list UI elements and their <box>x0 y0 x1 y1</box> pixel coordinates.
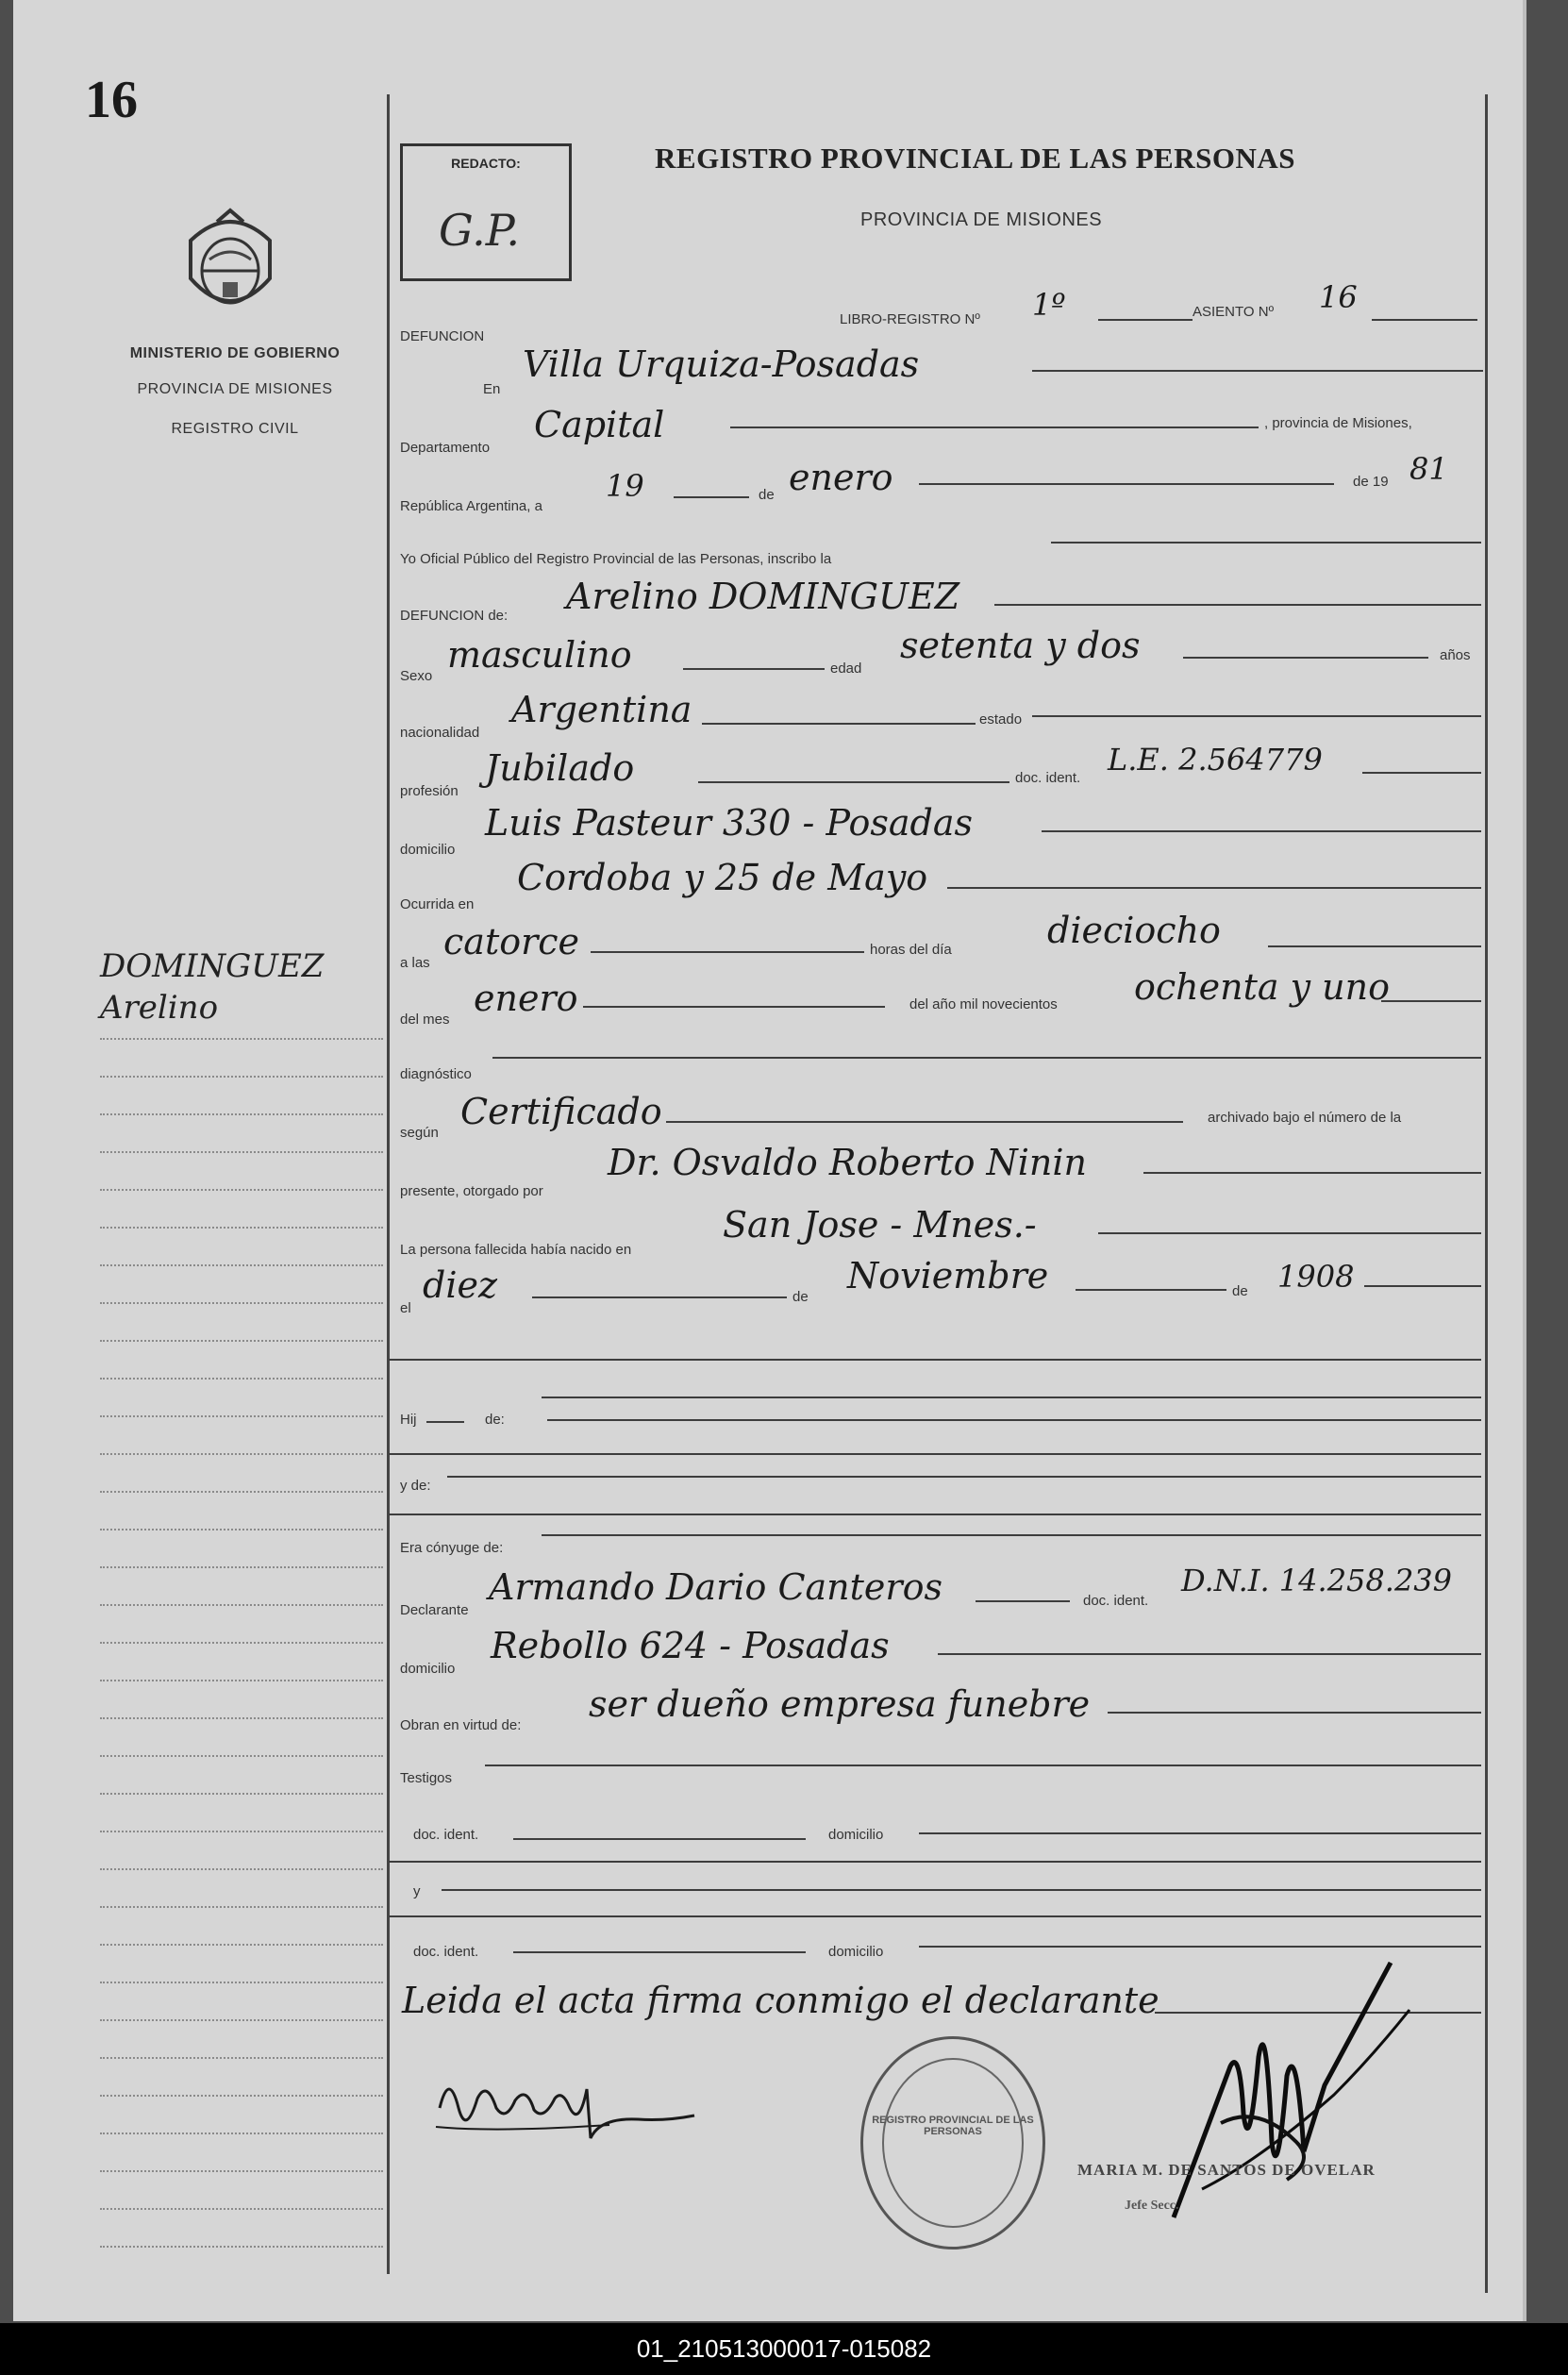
profesion-label: profesión <box>400 783 459 799</box>
delanio-value: ochenta y uno <box>1134 966 1390 1008</box>
obran-label: Obran en virtud de: <box>400 1717 522 1733</box>
declarant-signature <box>421 2051 704 2155</box>
horas-value: dieciocho <box>1047 910 1221 951</box>
official-name: MARIA M. DE SANTOS DE OVELAR <box>1077 2161 1376 2179</box>
margin-name: Arelino <box>100 989 219 1027</box>
decl-doc-value: D.N.I. 14.258.239 <box>1181 1563 1453 1598</box>
edad-label: edad <box>830 661 862 677</box>
coat-of-arms-icon <box>172 203 289 326</box>
ocurrida-value: Cordoba y 25 de Mayo <box>517 857 928 898</box>
left-frame-line <box>387 94 390 2274</box>
hij-label: Hij <box>400 1412 417 1428</box>
document-subtitle: PROVINCIA DE MISIONES <box>860 209 1103 230</box>
stamp-text: REGISTRO PROVINCIAL DE LAS PERSONAS <box>872 2115 1034 2137</box>
domicilio-value: Luis Pasteur 330 - Posadas <box>485 802 974 844</box>
nacionalidad-value: Argentina <box>511 689 692 730</box>
hij-de-label: de: <box>485 1412 505 1428</box>
nacido-value: San Jose - Mnes.- <box>723 1204 1037 1246</box>
nacido-label: La persona fallecida había nacido en <box>400 1242 632 1258</box>
civil-registry-label: REGISTRO CIVIL <box>171 421 299 437</box>
yde-label: y de: <box>400 1478 431 1494</box>
edad-value: setenta y dos <box>900 625 1141 666</box>
right-frame-line <box>1485 94 1488 2293</box>
margin-surname: DOMINGUEZ <box>100 947 325 985</box>
domicilio-label: domicilio <box>400 842 456 858</box>
alas-label: a las <box>400 955 430 971</box>
death-day-value: 19 <box>606 468 644 504</box>
el-label: el <box>400 1300 411 1316</box>
section-label: DEFUNCION <box>400 328 485 344</box>
delanio-label: del año mil novecientos <box>909 996 1058 1012</box>
de3-label: de <box>1232 1283 1248 1299</box>
death-month-value: enero <box>789 457 893 498</box>
document-title: REGISTRO PROVINCIAL DE LAS PERSONAS <box>655 142 1295 175</box>
ministry-label: MINISTERIO DE GOBIERNO <box>129 345 341 361</box>
province-label: PROVINCIA DE MISIONES <box>137 381 333 397</box>
alas-value: catorce <box>443 921 580 962</box>
delmes-label: del mes <box>400 1012 450 1028</box>
t-doc1-label: doc. ident. <box>413 1827 479 1843</box>
republica-label: República Argentina, a <box>400 498 542 514</box>
birth-day-value: diez <box>423 1264 497 1306</box>
birth-year-value: 1908 <box>1277 1259 1355 1295</box>
decl-domicilio-value: Rebollo 624 - Posadas <box>491 1625 890 1666</box>
anios-label: años <box>1440 647 1471 663</box>
redacto-box <box>400 143 572 281</box>
diagnostico-label: diagnóstico <box>400 1066 472 1082</box>
defuncion-de-label: DEFUNCION de: <box>400 608 509 624</box>
libro-value: 1º <box>1032 287 1066 323</box>
de19-label: de 19 <box>1353 474 1389 490</box>
presente-label: presente, otorgado por <box>400 1183 543 1199</box>
decl-domicilio-label: domicilio <box>400 1661 456 1677</box>
de-label: de <box>759 487 775 503</box>
sexo-label: Sexo <box>400 668 433 684</box>
image-id-footer: 01_210513000017-015082 <box>0 2323 1568 2375</box>
segun-value: Certificado <box>460 1091 662 1132</box>
registry-stamp <box>860 2036 1045 2250</box>
asiento-value: 16 <box>1319 279 1358 315</box>
t-dom1-label: domicilio <box>828 1827 884 1843</box>
en-label: En <box>483 381 501 397</box>
segun-label: según <box>400 1125 439 1141</box>
y-label: y <box>413 1883 421 1899</box>
horas-label: horas del día <box>870 942 952 958</box>
sexo-value: masculino <box>447 634 632 676</box>
archivado-label: archivado bajo el número de la <box>1208 1110 1402 1126</box>
conyuge-label: Era cónyuge de: <box>400 1540 504 1556</box>
docident-label: doc. ident. <box>1015 770 1081 786</box>
death-year-value: 81 <box>1410 451 1448 487</box>
oficial-label: Yo Oficial Público del Registro Provincial de las Personas, inscribo la <box>400 551 832 567</box>
nacionalidad-label: nacionalidad <box>400 725 480 741</box>
official-signature <box>1145 1953 1428 2236</box>
t-doc2-label: doc. ident. <box>413 1944 479 1960</box>
obran-value: ser dueño empresa funebre <box>589 1683 1091 1725</box>
testigos-label: Testigos <box>400 1770 453 1786</box>
redacto-label: REDACTO: <box>451 156 521 171</box>
de2-label: de <box>792 1289 809 1305</box>
register-page <box>13 0 1526 2321</box>
page-number: 16 <box>85 71 138 129</box>
closing-statement: Leida el acta firma conmigo el declarante <box>402 1980 1159 2021</box>
libro-label: LIBRO-REGISTRO Nº <box>840 311 980 327</box>
official-title: Jefe Secc. <box>1125 2199 1179 2213</box>
provincia-label: , provincia de Misiones, <box>1264 415 1412 431</box>
declarante-value: Armando Dario Canteros <box>489 1566 942 1608</box>
delmes-value: enero <box>474 978 578 1019</box>
docident-value: L.E. 2.564779 <box>1108 742 1323 778</box>
ocurrida-label: Ocurrida en <box>400 896 475 912</box>
declarante-label: Declarante <box>400 1602 469 1618</box>
presente-value: Dr. Osvaldo Roberto Ninin <box>608 1142 1088 1183</box>
t-dom2-label: domicilio <box>828 1944 884 1960</box>
estado-label: estado <box>979 711 1023 728</box>
deceased-name-value: Arelino DOMINGUEZ <box>566 576 960 617</box>
en-value: Villa Urquiza-Posadas <box>523 343 920 385</box>
departamento-value: Capital <box>534 404 665 445</box>
departamento-label: Departamento <box>400 440 491 456</box>
asiento-label: ASIENTO Nº <box>1193 304 1275 320</box>
redacto-value: G.P. <box>439 205 520 256</box>
birth-month-value: Noviembre <box>847 1255 1049 1296</box>
decl-doc-label: doc. ident. <box>1083 1593 1149 1609</box>
profesion-value: Jubilado <box>485 747 635 789</box>
